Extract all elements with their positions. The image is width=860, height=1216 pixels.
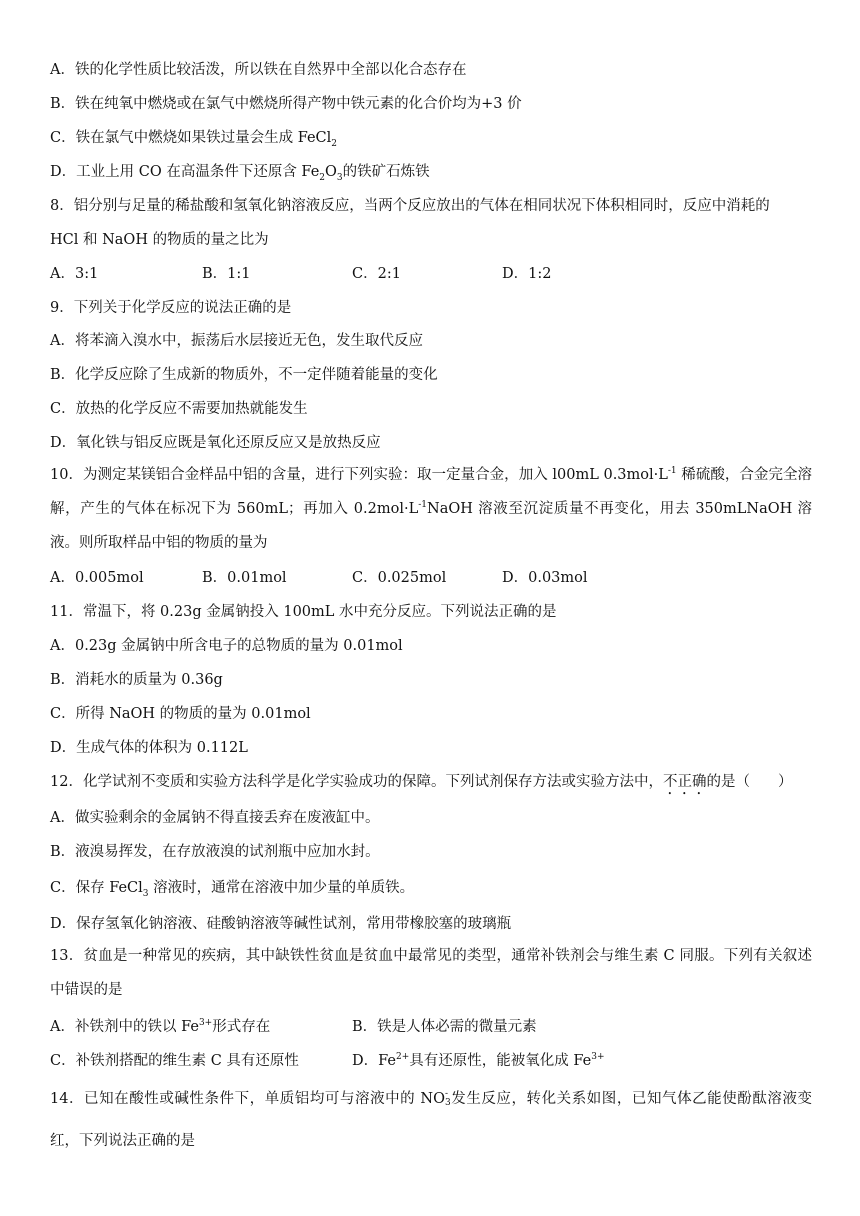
emphasis-not-correct: 不正确	[662, 774, 707, 790]
q8-option-a: A．3:1	[50, 266, 99, 282]
q14-stem: 14．已知在酸性或碱性条件下，单质铝均可与溶液中的 NO - 3 发生反应，转化关系如图，已知气体乙能使酚酞溶液变红，下列说法正确的是	[50, 1089, 813, 1149]
q12-option-d: D．保存氢氧化钠溶液、硅酸钠溶液等碱性试剂，常用带橡胶塞的玻璃瓶	[50, 916, 512, 932]
q12-option-b: B．液溴易挥发，在存放液溴的试剂瓶中应加水封。	[50, 844, 380, 860]
q10-option-d: D．0.03mol	[502, 570, 588, 586]
q8-option-d: D．1:2	[502, 266, 552, 282]
q9-option-a: A．将苯滴入溴水中，振荡后水层接近无色，发生取代反应	[50, 333, 423, 349]
q12-option-c: C．保存 FeCl$_3$ 溶液时，通常在溶液中加少量的单质铁。	[50, 880, 415, 899]
q13-option-a: A．补铁剂中的铁以 $Fe^{3+}$形式存在	[50, 1018, 271, 1035]
q9-stem: 9．下列关于化学反应的说法正确的是	[50, 300, 292, 316]
q7-option-b: B．铁在纯氧中燃烧或在氯气中燃烧所得产物中铁元素的化合价均为+3 价	[50, 96, 522, 112]
q8-stem-line1: 8．铝分别与足量的稀盐酸和氢氧化钠溶液反应，当两个反应放出的气体在相同状况下体积相同时，反应中消耗的	[50, 198, 770, 214]
q7-option-d: D．工业上用 CO 在高温条件下还原含 $Fe_2O_3$的铁矿石炼铁	[50, 164, 430, 183]
q12-option-a: A．做实验剩余的金属钠不得直接丢弃在废液缸中。	[50, 810, 380, 826]
q11-option-d: D．生成气体的体积为 0.112L	[50, 740, 248, 756]
q8-option-b: B．1:1	[202, 266, 251, 282]
q13-option-b: B．铁是人体必需的微量元素	[352, 1019, 537, 1035]
q9-option-d: D．氧化铁与铝反应既是氧化还原反应又是放热反应	[50, 435, 381, 451]
q9-option-c: C．放热的化学反应不需要加热就能发生	[50, 401, 308, 417]
q10-stem: 10．为测定某镁铝合金样品中铝的含量，进行下列实验：取一定量合金，加入 l00mL $0.3mol\cdot L^{-1}$ 稀硫酸，合金完全溶解，产生的气体在标况下为 560mL；再加入 $0.2mol\cdot L^{-1}NaOH$ 溶液至沉淀质量不再变化，用去 350mLNaOH 溶液。则所取样品中铝的物质的量为	[50, 466, 812, 551]
q10-option-b: B．0.01mol	[202, 570, 287, 586]
q10-option-a: A．0.005mol	[50, 570, 144, 586]
q11-option-b: B．消耗水的质量为 0.36g	[50, 672, 223, 688]
q13-option-d: D．$Fe^{2+}$具有还原性，能被氧化成 $Fe^{3+}$	[352, 1052, 605, 1069]
q8-option-c: C．2:1	[352, 266, 401, 282]
q7-option-c: C．铁在氯气中燃烧如果铁过量会生成 FeCl$_2$	[50, 130, 338, 149]
q13-option-c: C．补铁剂搭配的维生素 C 具有还原性	[50, 1053, 299, 1069]
q11-option-a: A．0.23g 金属钠中所含电子的总物质的量为 0.01mol	[50, 638, 403, 654]
q12-stem: 12．化学试剂不变质和实验方法科学是化学实验成功的保障。下列试剂保存方法或实验方法中，不正确的是（ ）	[50, 774, 793, 790]
q11-option-c: C．所得 NaOH 的物质的量为 0.01mol	[50, 706, 311, 722]
q7-option-a: A．铁的化学性质比较活泼，所以铁在自然界中全部以化合态存在	[50, 62, 467, 78]
q8-stem-line2: HCl 和 NaOH 的物质的量之比为	[50, 232, 269, 248]
q11-stem: 11．常温下，将 0.23g 金属钠投入 100mL 水中充分反应。下列说法正确的是	[50, 604, 557, 620]
q9-option-b: B．化学反应除了生成新的物质外，不一定伴随着能量的变化	[50, 367, 438, 383]
q10-option-c: C．0.025mol	[352, 570, 447, 586]
q13-stem: 13．贫血是一种常见的疾病，其中缺铁性贫血是贫血中最常见的类型，通常补铁剂会与维生素 C 同服。下列有关叙述中错误的是	[50, 948, 812, 998]
